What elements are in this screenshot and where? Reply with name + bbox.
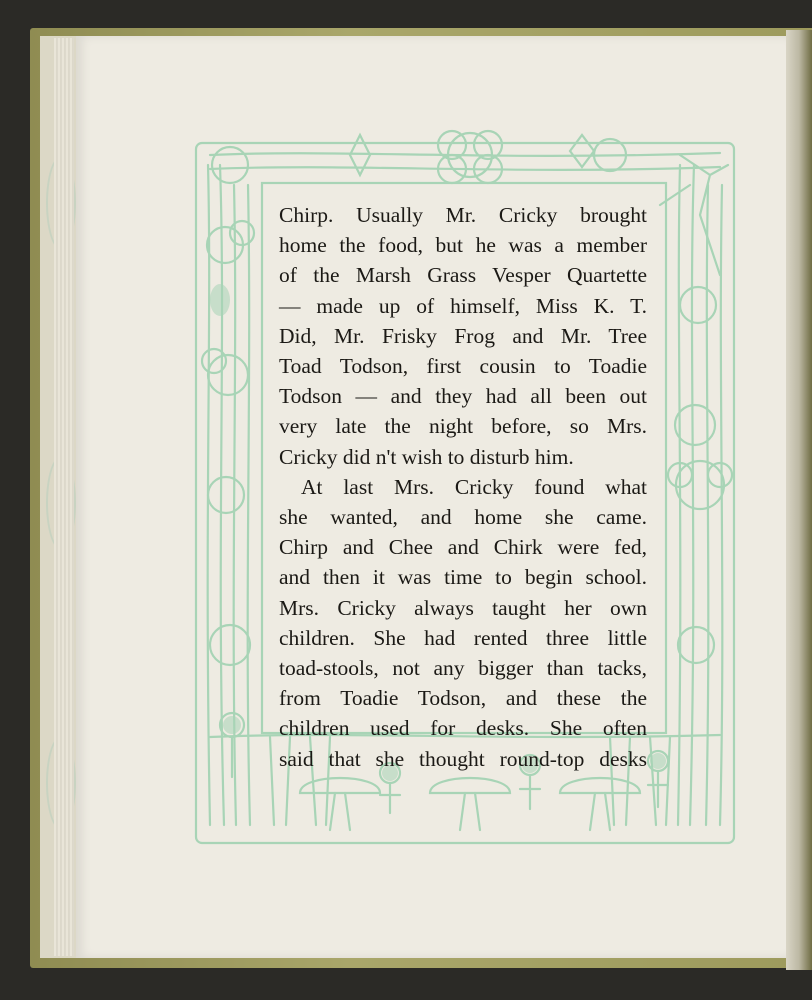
text-line: Chirp. Usually Mr. Cricky brought (279, 203, 647, 227)
text-line: — made up of himself, Miss K. T. (279, 293, 647, 318)
page-edges (54, 38, 74, 956)
paragraph-2 (279, 472, 647, 774)
paragraph-1 (279, 200, 647, 472)
text-line: Todson — and they had all been out (279, 384, 647, 409)
text-line: Did, Mr. Frisky Frog and Mr. Tree (279, 323, 647, 348)
text-line: she wanted, and home she came. (279, 505, 647, 530)
text-line: said that she thought round-top desks (279, 746, 647, 771)
text-line: and then it was time to begin school. (279, 565, 647, 590)
text-line: children. She had rented three little (279, 625, 647, 650)
text-line: Cricky did n't wish to disturb him. (279, 444, 574, 469)
text-line: Mrs. Cricky always taught her own (279, 595, 647, 620)
text-line: Chirp and Chee and Chirk were fed, (279, 535, 647, 560)
text-line: of the Marsh Grass Vesper Quartette (279, 263, 647, 288)
text-line: home the food, but he was a member (279, 233, 647, 258)
text-line: At last Mrs. Cricky found what (301, 474, 647, 499)
story-text (279, 200, 647, 774)
text-line: from Toadie Todson, and these the (279, 686, 647, 711)
text-line: very late the night before, so Mrs. (279, 414, 647, 439)
text-line: children used for desks. She often (279, 716, 647, 741)
text-line: Toad Todson, first cousin to Toadie (279, 354, 647, 379)
text-line: toad-stools, not any bigger than tacks, (279, 656, 647, 681)
facing-page-edge (786, 30, 812, 970)
